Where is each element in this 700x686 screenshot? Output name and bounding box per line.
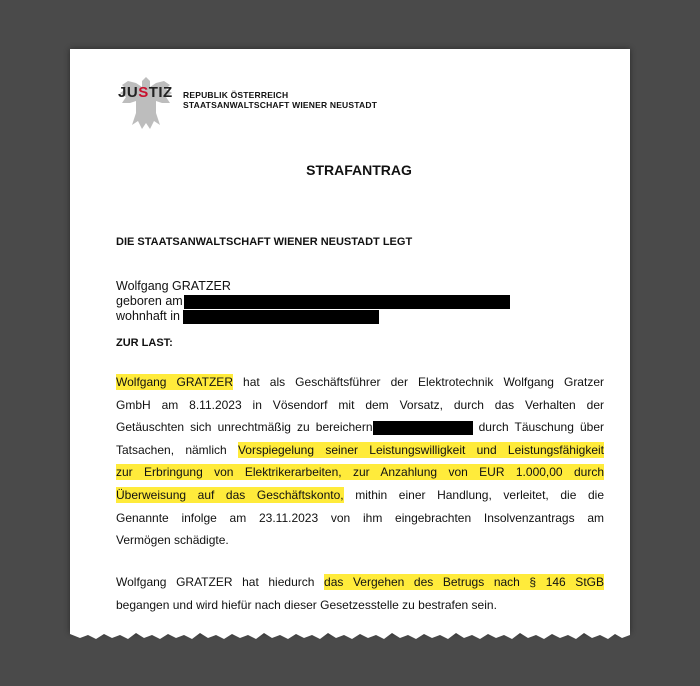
highlight: Vorspiegelung seiner Leistungswilligkeit und Leistungsfähigkeit <box>237 442 604 457</box>
offense-paragraph: Wolfgang GRATZER hat hiedurch das Vergehen des Betrugs nach § 146 StGB begangen und wird hiefür nach dieser Gesetzesstelle zu bestrafen sein. <box>116 575 604 612</box>
document-title: STRAFANTRAG <box>306 162 412 178</box>
austrian-eagle-logo <box>116 73 176 135</box>
charge-label: ZUR LAST: <box>116 337 173 349</box>
intro-line: DIE STAATSANWALTSCHAFT WIENER NEUSTADT LEGT <box>116 236 413 248</box>
header-republic: REPUBLIK ÖSTERREICH <box>183 90 289 100</box>
redaction-bar <box>183 310 379 324</box>
redaction-bar <box>184 295 510 309</box>
accused-name: Wolfgang GRATZER <box>116 279 231 293</box>
highlight: das Vergehen des Betrugs nach § 146 StGB <box>324 575 604 589</box>
accused-block <box>116 279 510 324</box>
torn-edge <box>70 630 630 642</box>
header-prosecutor-office: STAATSANWALTSCHAFT WIENER NEUSTADT <box>183 100 378 110</box>
charge-paragraph: Wolfgang GRATZER hat als Geschäftsführer der Elektrotechnik Wolfgang Gratzer GmbH am 8.11.2023 in Vösendorf mit dem Vorsatz, durch das Verhalten der Getäuschten sich unrechtmäßig zu bereichern durch Täuschung über Tatsachen, nämlich Vorspiegelung seiner Leistungswilligkeit und Leistungsfähigkeit zur Erbringung von Elektrikerarbeiten, zur Anzahlung von EUR 1.000,00 durch Überweisung auf das Geschäftskonto, mithin einer Handlung, verleitet, die die Genannte infolge am 23.11.2023 von ihm eingebrachten Insolvenzantrags am Vermögen schädigte. <box>116 375 604 548</box>
highlight: Überweisung auf das Geschäftskonto, <box>116 487 344 502</box>
born-line: geboren am <box>116 294 510 309</box>
residence-line: wohnhaft in <box>116 309 510 324</box>
justiz-wordmark: JUSTIZ <box>118 84 173 101</box>
redaction-bar <box>373 421 473 435</box>
highlight: Wolfgang GRATZER <box>116 375 233 389</box>
highlight: zur Erbringung von Elektrikerarbeiten, zur Anzahlung von EUR 1.000,00 durch <box>116 465 604 480</box>
document-page <box>70 49 630 633</box>
